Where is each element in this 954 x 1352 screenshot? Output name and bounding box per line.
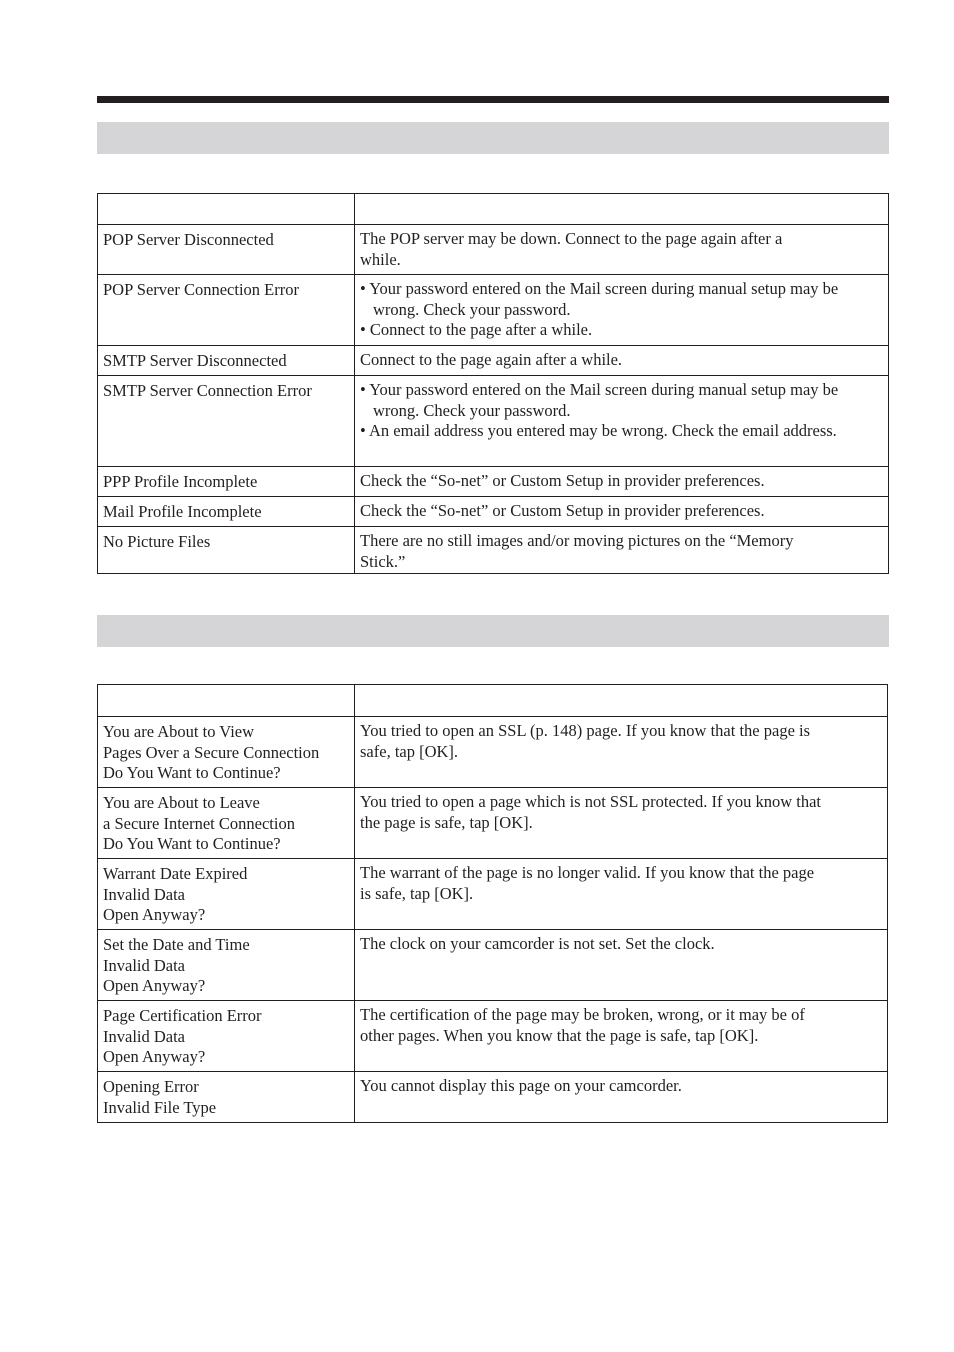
table-row xyxy=(98,717,888,788)
mail-messages-table xyxy=(97,193,889,574)
message-line: Set the Date and Time xyxy=(103,935,250,954)
cause-text: Connect to the page again after a while. xyxy=(360,350,623,369)
cause-text: the page is safe, tap [OK]. xyxy=(360,812,533,832)
cause-cell xyxy=(355,497,889,527)
message-cell xyxy=(98,527,355,574)
cause-text: Stick.” xyxy=(360,551,406,571)
message-line: You are About to Leave xyxy=(103,793,260,812)
header-cell-cause xyxy=(355,685,888,717)
message-cell xyxy=(98,717,355,788)
cause-text: The certification of the page may be broken, wrong, or it may be of xyxy=(360,1005,805,1024)
table-row xyxy=(98,1072,888,1123)
table-row xyxy=(98,225,889,275)
message-line: Do You Want to Continue? xyxy=(103,763,281,782)
message-line: a Secure Internet Connection xyxy=(103,813,295,833)
message-cell xyxy=(98,788,355,859)
message-cell xyxy=(98,275,355,346)
cause-cell xyxy=(355,527,889,574)
cause-text: You tried to open a page which is not SSL protected. If you know that xyxy=(360,792,822,811)
header-cell-message xyxy=(98,685,355,717)
message-cell xyxy=(98,346,355,376)
table-row xyxy=(98,497,889,527)
cause-text: Check the “So-net” or Custom Setup in provider preferences. xyxy=(360,471,765,490)
header-cell-message xyxy=(98,194,355,225)
top-rule xyxy=(97,96,889,103)
message-line: Invalid Data xyxy=(103,1026,186,1046)
cause-text: You cannot display this page on your camcorder. xyxy=(360,1076,682,1095)
table-row xyxy=(98,275,889,346)
message-line: Warrant Date Expired xyxy=(103,864,248,883)
message-cell xyxy=(98,1072,355,1123)
table-row xyxy=(98,376,889,467)
message-cell xyxy=(98,225,355,275)
cause-cell xyxy=(355,346,889,376)
cause-text: The POP server may be down. Connect to the page again after a xyxy=(360,229,783,248)
message-line: Page Certification Error xyxy=(103,1006,262,1025)
cause-cell xyxy=(355,859,888,930)
message-text: POP Server Disconnected xyxy=(103,230,274,249)
cause-cell xyxy=(355,930,888,1001)
message-text: No Picture Files xyxy=(103,532,211,551)
message-line: Opening Error xyxy=(103,1077,199,1096)
cause-text: is safe, tap [OK]. xyxy=(360,883,474,903)
cause-text: Check the “So-net” or Custom Setup in provider preferences. xyxy=(360,501,765,520)
table-row xyxy=(98,527,889,574)
cause-cell xyxy=(355,717,888,788)
message-line: Pages Over a Secure Connection xyxy=(103,742,320,762)
table-row xyxy=(98,1001,888,1072)
cause-cell xyxy=(355,467,889,497)
cause-text: The warrant of the page is no longer valid. If you know that the page xyxy=(360,863,815,882)
cause-text: You tried to open an SSL (p. 148) page. If you know that the page is xyxy=(360,721,811,740)
header-cell-cause xyxy=(355,194,889,225)
message-line: You are About to View xyxy=(103,722,255,741)
cause-cell xyxy=(355,376,889,467)
cause-bullet: • Connect to the page after a while. xyxy=(360,320,593,339)
cause-cell xyxy=(355,1001,888,1072)
message-cell xyxy=(98,497,355,527)
message-cell xyxy=(98,930,355,1001)
message-cell xyxy=(98,1001,355,1072)
table-row xyxy=(98,788,888,859)
message-text: PPP Profile Incomplete xyxy=(103,472,258,491)
message-text: SMTP Server Disconnected xyxy=(103,351,287,370)
message-text: Mail Profile Incomplete xyxy=(103,502,262,521)
cause-cell xyxy=(355,788,888,859)
message-line: Open Anyway? xyxy=(103,976,206,995)
section-band-browser xyxy=(97,615,889,647)
table-row xyxy=(98,346,889,376)
message-line: Do You Want to Continue? xyxy=(103,834,281,853)
cause-text: The clock on your camcorder is not set. Set the clock. xyxy=(360,934,715,953)
message-text: POP Server Connection Error xyxy=(103,280,299,299)
table-row xyxy=(98,467,889,497)
table-header-row xyxy=(98,685,888,717)
cause-text: while. xyxy=(360,249,401,269)
message-text: SMTP Server Connection Error xyxy=(103,381,312,400)
cause-cell xyxy=(355,1072,888,1123)
cause-cell xyxy=(355,275,889,346)
cause-bullet: • An email address you entered may be wrong. Check the email address. xyxy=(360,421,837,440)
message-line: Open Anyway? xyxy=(103,1047,206,1066)
browser-messages-table xyxy=(97,684,888,1123)
cause-bullet: • Your password entered on the Mail screen during manual setup may be wrong. Check your password. xyxy=(360,380,839,420)
message-cell xyxy=(98,859,355,930)
message-line: Invalid File Type xyxy=(103,1097,217,1117)
table-row xyxy=(98,930,888,1001)
cause-cell xyxy=(355,225,889,275)
table-row xyxy=(98,859,888,930)
message-line: Invalid Data xyxy=(103,955,186,975)
message-cell xyxy=(98,376,355,467)
cause-text: There are no still images and/or moving pictures on the “Memory xyxy=(360,531,794,550)
section-band-mail xyxy=(97,122,889,154)
message-line: Invalid Data xyxy=(103,884,186,904)
cause-text: safe, tap [OK]. xyxy=(360,741,459,761)
message-line: Open Anyway? xyxy=(103,905,206,924)
cause-text: other pages. When you know that the page is safe, tap [OK]. xyxy=(360,1025,759,1045)
table-header-row xyxy=(98,194,889,225)
cause-bullet: • Your password entered on the Mail screen during manual setup may be wrong. Check your password. xyxy=(360,279,839,319)
message-cell xyxy=(98,467,355,497)
